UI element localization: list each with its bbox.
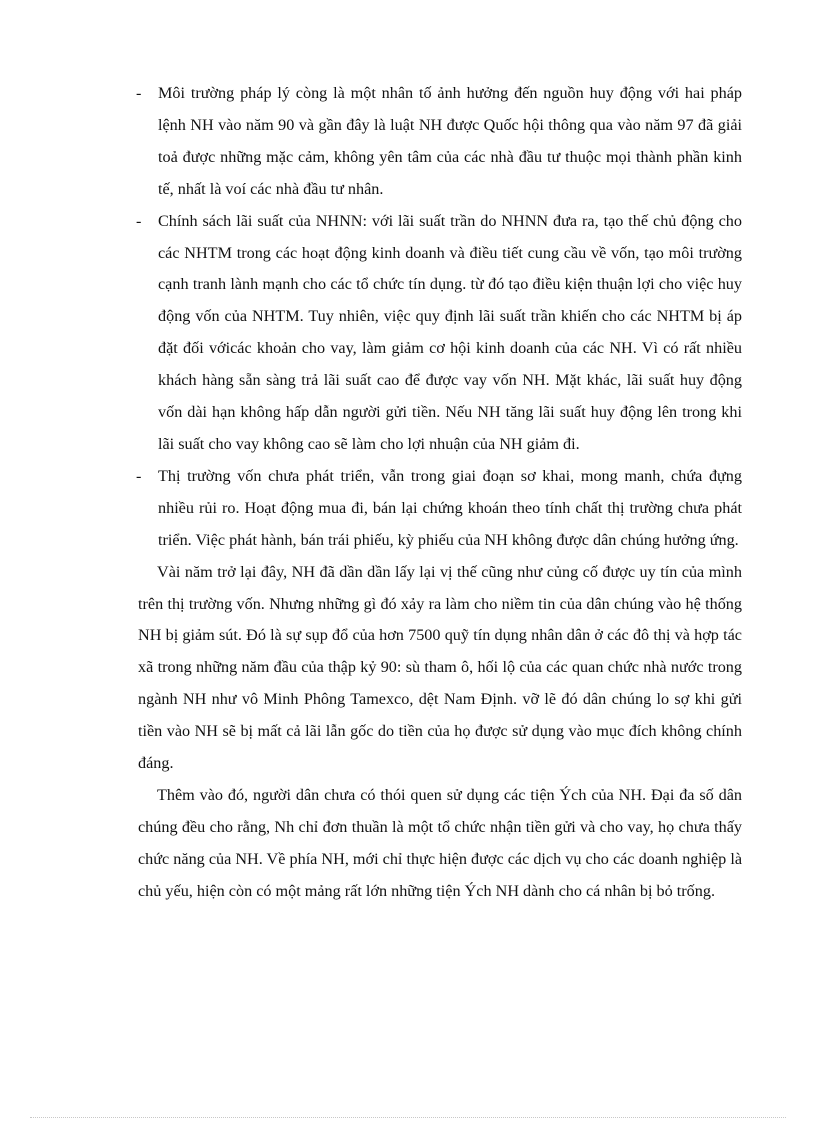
bullet-item-legal-environment — [138, 78, 742, 206]
bullet-item-capital-market — [138, 461, 742, 557]
paragraph-banking-habits: Thêm vào đó, người dân chưa có thói quen sử dụng các tiện Ých của NH. Đại đa số dân chúng đều cho rằng, Nh chỉ đơn thuần là một tổ chức nhận tiền gửi và cho vay, họ chưa thấy chức năng của NH. Về phía NH, mới chỉ thực hiện được các dịch vụ cho các doanh nghiệp là chủ yếu, hiện còn có một mảng rất lớn những tiện Ých NH dành cho cá nhân bị bỏ trống. — [138, 785, 742, 900]
bullet-marker: - — [136, 466, 142, 485]
bullet-marker: - — [136, 211, 142, 230]
bullet-item-interest-rate-policy — [138, 206, 742, 461]
paragraph-bank-reputation: Vài năm trở lại đây, NH đã dần dần lấy lại vị thế cũng như củng cố được uy tín của mình trên thị trường vốn. Nhưng những gì đó xảy ra làm cho niềm tin của dân chúng vào hệ thống NH bị giảm sút. Đó là sự sụp đổ của hơn 7500 quỹ tín dụng nhân dân ở các đô thị và hợp tác xã trong những năm đầu của thập kỷ 90: sù tham ô, hối lộ của các quan chức nhà nước trong ngành NH như vô Minh Phông Tamexco, dệt Nam Định. vỡ lẽ đó dân chúng lo sợ khi gửi tiền vào NH sẽ bị mất cả lãi lẫn gốc do tiền của họ được sử dụng vào mục đích không chính đáng. — [138, 562, 742, 773]
page-bottom-divider — [30, 1117, 786, 1118]
bullet-text: Môi trường pháp lý còng là một nhân tố ảnh hưởng đến nguồn huy động với hai pháp lệnh NH vào năm 90 và gần đây là luật NH được Quốc hội thông qua vào năm 97 đã giải toả được những mặc cảm, không yên tâm của các nhà đầu tư thuộc mọi thành phần kinh tế, nhất là voí các nhà đầu tư nhân. — [158, 84, 742, 198]
document-page — [138, 78, 742, 908]
bullet-text: Thị trường vốn chưa phát triển, vẫn trong giai đoạn sơ khai, mong manh, chứa đựng nhiều rủi ro. Hoạt động mua đi, bán lại chứng khoán theo tính chất thị trường chưa phát triển. Việc phát hành, bán trái phiếu, kỳ phiếu của NH không được dân chúng hưởng ứng. — [158, 466, 742, 549]
bullet-marker: - — [136, 84, 142, 102]
bullet-text: Chính sách lãi suất của NHNN: với lãi suất trần do NHNN đưa ra, tạo thế chủ động cho các NHTM trong các hoạt động kinh doanh và điều tiết cung cầu về vốn, tạo môi trường cạnh tranh lành mạnh cho các tổ chức tín dụng. từ đó tạo điều kiện thuận lợi cho việc huy động vốn của NHTM. Tuy nhiên, việc quy định lãi suất trần khiến cho các NHTM bị áp đặt đối vớicác khoản cho vay, làm giảm cơ hội kinh doanh của các NH. Vì có rất nhiều khách hàng sẵn sàng trả lãi suất cao để được vay vốn NH. Mặt khác, lãi suất huy động vốn dài hạn không hấp dẫn người gửi tiền. Nếu NH tăng lãi suất huy động lên trong khi lãi suất cho vay không cao sẽ làm cho lợi nhuận của NH giảm đi. — [158, 211, 742, 453]
